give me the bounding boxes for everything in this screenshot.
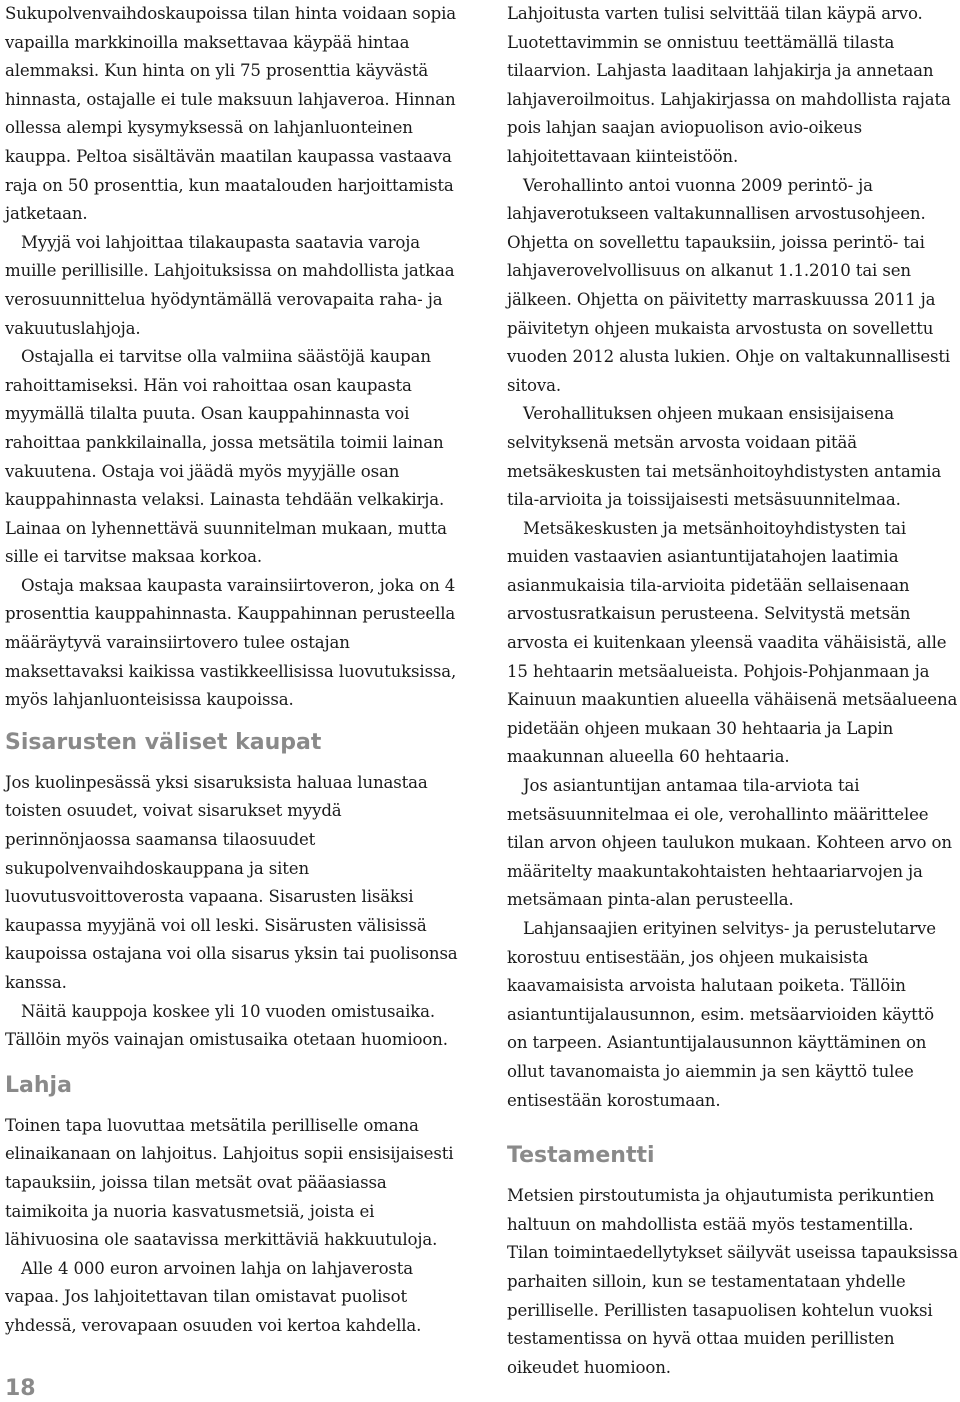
paragraph: Metsien pirstoutumista ja ohjautumista perikuntien haltuun on mahdollista estää myös testamentilla. Tilan toimintaedellytykset säilyvät useissa tapauksissa parhaiten silloin, kun se testamentataan yhdelle perilliselle. Perillisten tasapuolisen kohtelun vuoksi testamentissa on hyvä ottaa muiden perillisten oikeudet huomioon. (507, 1186, 958, 1377)
paragraph: Näitä kauppoja koskee yli 10 vuoden omistusaika. Tällöin myös vainajan omistusaika otetaan huomioon. (5, 1001, 448, 1050)
paragraph: Alle 4 000 euron arvoinen lahja on lahjaverosta vapaa. Jos lahjoitettavan tilan omistavat puolisot yhdessä, verovapaan osuuden voi kertoa kahdella. (5, 1258, 422, 1335)
page-number: 18 (5, 1376, 36, 1401)
section-heading-testamentti: Testamentti (507, 1143, 655, 1169)
paragraph: Metsäkeskusten ja metsänhoitoyhdistysten tai muiden vastaavien asiantuntijatahojen laatimia asianmukaisia tila-arvioita pidetään sellaisenaan arvostusratkaisun perusteena. Selvitystä metsän arvosta ei kuitenkaan yleensä vaadita vähäisistä, alle 15 hehtaarin metsäalueista. Pohjois-Pohjanmaan ja Kainuun maakuntien alueella vähäisenä metsäalueena pidetään ohjeen mukaan 30 hehtaaria ja Lapin maakunnan alueella 60 hehtaaria. (507, 518, 958, 767)
section-heading-sisarukset: Sisarusten väliset kaupat (5, 729, 322, 755)
paragraph: Ostajalla ei tarvitse olla valmiina säästöjä kaupan rahoittamiseksi. Hän voi rahoittaa osan kaupasta myymällä tilalta puuta. Osan kauppahinnasta voi rahoittaa pankkilainalla, jossa metsätila toimii lainan vakuutena. Ostaja voi jäädä myös myyjälle osan kauppahinnasta velaksi. Lainasta tehdään velkakirja. Lainaa on lyhennettävä suunnitelman mukaan, mutta sille ei tarvitse maksaa korkoa. (5, 347, 447, 567)
paragraph: Lahjansaajien erityinen selvitys- ja perustelutarve korostuu entisestään, jos ohjeen mukaisista kaavamaisista arvoista halutaan poiketa. Tällöin asiantuntijalausunnon, esim. metsäarvioiden käyttö on tarpeen. Asiantuntijalausunnon käyttäminen on ollut tavanomaista jo aiemmin ja sen käyttö tulee entisestään korostumaan. (507, 919, 936, 1110)
section-heading-lahja: Lahja (5, 1072, 72, 1098)
paragraph: Ostaja maksaa kaupasta varainsiirtoveron, joka on 4 prosenttia kauppahinnasta. Kauppahinnan perusteella määräytyvä varainsiirtovero tulee ostajan maksettavaksi kaikissa vastikkeellisissa luovutuksissa, myös lahjanluonteisissa kaupoissa. (5, 575, 457, 710)
paragraph: Myyjä voi lahjoittaa tilakaupasta saatavia varoja muille perillisille. Lahjoituksissa on mahdollista jatkaa verosuunnittelua hyödyntämällä verovapaita raha- ja vakuutuslahjoja. (5, 232, 455, 338)
paragraph: Verohallituksen ohjeen mukaan ensisijaisena selvityksenä metsän arvosta voidaan pitää metsäkeskusten tai metsänhoitoyhdistysten antamia tila-arvioita ja toissijaisesti metsäsuunnitelmaa. (507, 404, 942, 510)
paragraph: Toinen tapa luovuttaa metsätila perilliselle omana elinaikanaan on lahjoitus. Lahjoitus sopii ensisijaisesti tapauksiin, joissa tilan metsät ovat pääasiassa taimikoita ja nuoria kasvatusmetsiä, joista ei lähivuosina ole saatavissa merkittäviä hakkuutuloja. (5, 1115, 454, 1250)
paragraph: Sukupolvenvaihdoskaupoissa tilan hinta voidaan sopia vapailla markkinoilla maksettavaa käypää hintaa alemmaksi. Kun hinta on yli 75 prosenttia käyvästä hinnasta, ostajalle ei tule maksuun lahjaveroa. Hinnan ollessa alempi kysymyksessä on lahjanluonteinen kauppa. Peltoa sisältävän maatilan kaupassa vastaava raja on 50 prosenttia, kun maatalouden harjoittamista jatketaan. (5, 4, 456, 224)
paragraph: Lahjoitusta varten tulisi selvittää tilan käypä arvo. Luotettavimmin se onnistuu teettämällä tilasta tilaarvion. Lahjasta laaditaan lahjakirja ja annetaan lahjaveroilmoitus. Lahjakirjassa on mahdollista rajata pois lahjan saajan aviopuolison avio-oikeus lahjoitettavaan kiinteistöön. (507, 4, 951, 166)
right-column (507, 0, 959, 1382)
paragraph: Jos kuolinpesässä yksi sisaruksista haluaa lunastaa toisten osuudet, voivat sisarukset myydä perinnönjaossa saamansa tilaosuudet sukupolvenvaihdoskauppana ja siten luovutusvoittoverosta vapaana. Sisarusten lisäksi kaupassa myyjänä voi oll leski. Sisärusten välisissä kaupoissa ostajana voi olla sisarus yksin tai puolisonsa kanssa. (5, 772, 458, 992)
paragraph: Jos asiantuntijan antamaa tila-arviota tai metsäsuunnitelmaa ei ole, verohallinto määrittelee tilan arvon ohjeen taulukon mukaan. Kohteen arvo on määritelty maakuntakohtaisten hehtaariarvojen ja metsämaan pinta-alan perusteella. (507, 776, 952, 910)
left-column (5, 0, 463, 1341)
paragraph: Verohallinto antoi vuonna 2009 perintö- ja lahjaverotukseen valtakunnallisen arvostusohjeen. Ohjetta on sovellettu tapauksiin, joissa perintö- tai lahjaverovelvollisuus on alkanut 1.1.2010 tai sen jälkeen. Ohjetta on päivitetty marraskuussa 2011 ja päivitetyn ohjeen mukaista arvostusta on sovellettu vuoden 2012 alusta lukien. Ohje on valtakunnallisesti sitova. (507, 175, 951, 395)
